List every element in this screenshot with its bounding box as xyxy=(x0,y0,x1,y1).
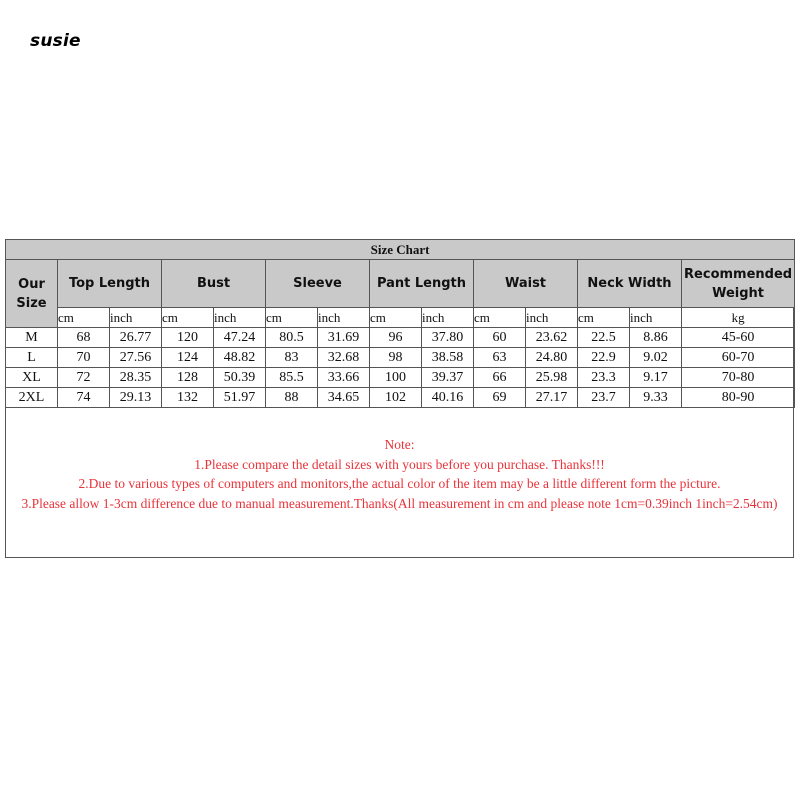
table-cell: 38.58 xyxy=(422,348,474,368)
table-cell: 102 xyxy=(370,388,422,408)
table-cell: 34.65 xyxy=(318,388,370,408)
column-header-sleeve: Sleeve xyxy=(266,260,370,308)
column-header-neck-width: Neck Width xyxy=(578,260,682,308)
table-cell: 88 xyxy=(266,388,318,408)
size-chart xyxy=(5,239,794,558)
table-cell: 60 xyxy=(474,328,526,348)
unit-cell: cm xyxy=(58,308,110,328)
table-cell: 23.7 xyxy=(578,388,630,408)
column-header-top-length: Top Length xyxy=(58,260,162,308)
size-chart-title: Size Chart xyxy=(6,240,795,260)
column-header-waist: Waist xyxy=(474,260,578,308)
table-cell: 80.5 xyxy=(266,328,318,348)
table-cell: 128 xyxy=(162,368,214,388)
table-cell: 50.39 xyxy=(214,368,266,388)
table-cell: 70 xyxy=(58,348,110,368)
column-header-bust: Bust xyxy=(162,260,266,308)
table-cell: 96 xyxy=(370,328,422,348)
table-cell: 83 xyxy=(266,348,318,368)
size-cell: XL xyxy=(6,368,58,388)
table-cell: 69 xyxy=(474,388,526,408)
brand-logo-text: susie xyxy=(30,31,81,51)
column-header-recommended-weight: Recommended Weight xyxy=(682,260,795,308)
column-header-row xyxy=(6,260,795,308)
unit-cell: cm xyxy=(578,308,630,328)
unit-cell: inch xyxy=(214,308,266,328)
table-cell: 9.33 xyxy=(630,388,682,408)
table-cell: 26.77 xyxy=(110,328,162,348)
table-cell: 39.37 xyxy=(422,368,474,388)
table-cell: 98 xyxy=(370,348,422,368)
table-cell: 85.5 xyxy=(266,368,318,388)
table-cell: 37.80 xyxy=(422,328,474,348)
table-cell: 72 xyxy=(58,368,110,388)
note-line-2: 2.Due to various types of computers and monitors,the actual color of the item may be a little different form the picture. xyxy=(78,476,721,491)
table-cell: 51.97 xyxy=(214,388,266,408)
size-cell: M xyxy=(6,328,58,348)
weight-cell: 80-90 xyxy=(682,388,795,408)
unit-cell-weight: kg xyxy=(682,308,795,328)
table-cell: 32.68 xyxy=(318,348,370,368)
table-cell: 40.16 xyxy=(422,388,474,408)
unit-cell: cm xyxy=(474,308,526,328)
table-row xyxy=(6,368,795,388)
table-cell: 28.35 xyxy=(110,368,162,388)
unit-cell: inch xyxy=(526,308,578,328)
table-cell: 27.17 xyxy=(526,388,578,408)
table-cell: 124 xyxy=(162,348,214,368)
weight-cell: 70-80 xyxy=(682,368,795,388)
unit-cell: cm xyxy=(370,308,422,328)
notes-heading: Note: xyxy=(384,437,415,452)
note-line-3: 3.Please allow 1-3cm difference due to manual measurement.Thanks(All measurement in cm and please note 1cm=0.39inch 1inch=2.54cm) xyxy=(21,495,778,511)
size-column-header: Our Size xyxy=(6,260,58,328)
table-row xyxy=(6,328,795,348)
size-cell: 2XL xyxy=(6,388,58,408)
table-cell: 63 xyxy=(474,348,526,368)
unit-cell: inch xyxy=(422,308,474,328)
unit-cell: inch xyxy=(110,308,162,328)
table-cell: 8.86 xyxy=(630,328,682,348)
weight-cell: 60-70 xyxy=(682,348,795,368)
table-cell: 9.17 xyxy=(630,368,682,388)
table-row xyxy=(6,348,795,368)
notes-section xyxy=(6,435,793,513)
unit-cell: cm xyxy=(162,308,214,328)
table-cell: 9.02 xyxy=(630,348,682,368)
table-cell: 120 xyxy=(162,328,214,348)
table-cell: 31.69 xyxy=(318,328,370,348)
table-cell: 74 xyxy=(58,388,110,408)
unit-cell: cm xyxy=(266,308,318,328)
table-cell: 47.24 xyxy=(214,328,266,348)
table-cell: 25.98 xyxy=(526,368,578,388)
weight-cell: 45-60 xyxy=(682,328,795,348)
table-cell: 24.80 xyxy=(526,348,578,368)
table-cell: 66 xyxy=(474,368,526,388)
table-row xyxy=(6,388,795,408)
unit-cell: inch xyxy=(630,308,682,328)
column-header-pant-length: Pant Length xyxy=(370,260,474,308)
size-cell: L xyxy=(6,348,58,368)
table-cell: 22.9 xyxy=(578,348,630,368)
unit-row xyxy=(6,308,795,328)
size-table xyxy=(5,239,795,408)
unit-cell: inch xyxy=(318,308,370,328)
table-cell: 68 xyxy=(58,328,110,348)
table-cell: 100 xyxy=(370,368,422,388)
table-cell: 33.66 xyxy=(318,368,370,388)
table-cell: 48.82 xyxy=(214,348,266,368)
table-cell: 23.62 xyxy=(526,328,578,348)
table-cell: 27.56 xyxy=(110,348,162,368)
table-cell: 29.13 xyxy=(110,388,162,408)
table-cell: 22.5 xyxy=(578,328,630,348)
table-cell: 132 xyxy=(162,388,214,408)
note-line-1: 1.Please compare the detail sizes with yours before you purchase. Thanks!!! xyxy=(194,456,605,472)
table-cell: 23.3 xyxy=(578,368,630,388)
